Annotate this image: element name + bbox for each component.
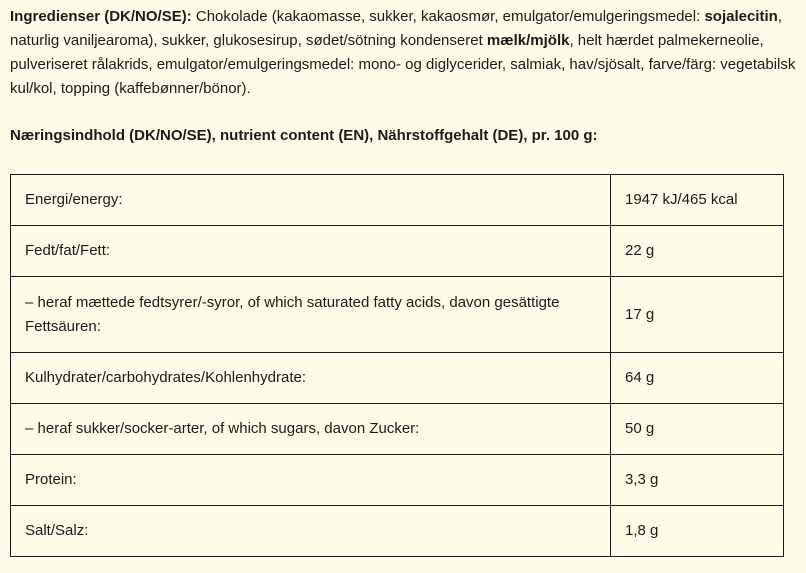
ingredients-part-2: , naturlig vaniljearoma), sukker, glukosesirup, sødet/sötning kondenseret	[10, 8, 782, 49]
nutrient-label: – heraf mættede fedtsyrer/-syror, of which saturated fatty acids, davon gesättigte Fettsäuren:	[11, 277, 611, 353]
allergen-soy: sojalecitin	[704, 8, 778, 25]
nutrient-label: – heraf sukker/socker-arter, of which sugars, davon Zucker:	[11, 404, 611, 455]
nutrient-label: Salt/Salz:	[11, 506, 611, 557]
table-row	[11, 455, 784, 506]
nutrient-label: Kulhydrater/carbohydrates/Kohlenhydrate:	[11, 353, 611, 404]
table-row	[11, 506, 784, 557]
nutrient-label: Protein:	[11, 455, 611, 506]
nutrient-value: 64 g	[611, 353, 784, 404]
ingredients-text	[10, 5, 800, 101]
ingredients-label: Ingredienser (DK/NO/SE):	[10, 8, 192, 25]
nutrient-value: 1,8 g	[611, 506, 784, 557]
table-row	[11, 277, 784, 353]
table-row	[11, 226, 784, 277]
nutrient-value: 17 g	[611, 277, 784, 353]
nutrient-value: 3,3 g	[611, 455, 784, 506]
ingredients-part-1: Chokolade (kakaomasse, sukker, kakaosmør, emulgator/emulgeringsmedel:	[191, 8, 705, 25]
table-row	[11, 175, 784, 226]
nutrient-value: 22 g	[611, 226, 784, 277]
nutrient-label: Fedt/fat/Fett:	[11, 226, 611, 277]
nutrient-label: Energi/energy:	[11, 175, 611, 226]
nutrient-value: 1947 kJ/465 kcal	[611, 175, 784, 226]
nutrition-heading: Næringsindhold (DK/NO/SE), nutrient content (EN), Nährstoffgehalt (DE), pr. 100 g:	[10, 127, 598, 144]
table-row	[11, 353, 784, 404]
allergen-milk: mælk/mjölk	[486, 32, 570, 49]
table-row	[11, 404, 784, 455]
nutrition-table	[10, 174, 784, 557]
nutrient-value: 50 g	[611, 404, 784, 455]
ingredients-part-3: , helt hærdet palmekerneolie, pulveriseret rålakrids, emulgator/emulgeringsmedel: mono- og diglycerider, salmiak, hav/sjösalt, farve/färg: vegetabilsk kul/kol, topping (kaffebønner/bönor).	[10, 32, 796, 97]
